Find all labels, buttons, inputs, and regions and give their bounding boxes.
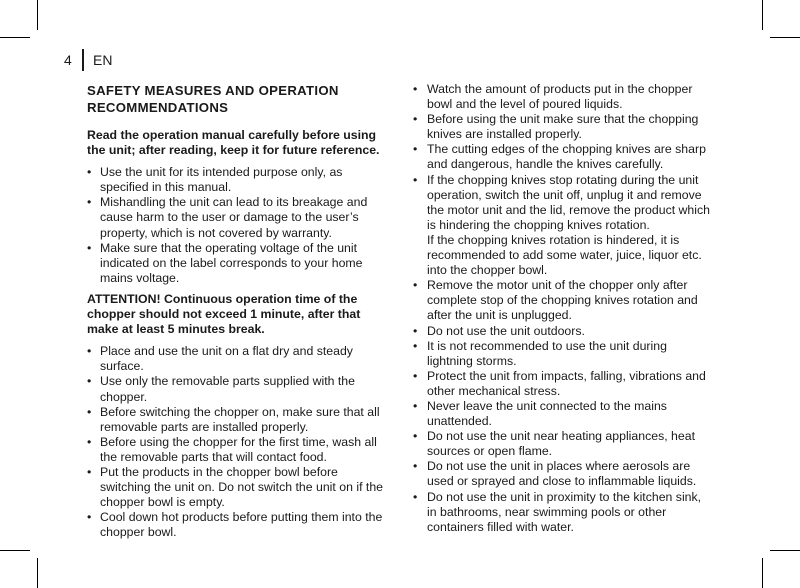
crop-mark-top-right-h [770,37,800,38]
list-item: • Do not use the unit outdoors. [413,324,713,339]
list-item: • Before using the chopper for the first time, wash all the removable parts that will contact food. [87,435,383,465]
header-divider [82,49,84,71]
list-item: • Remove the motor unit of the chopper only after complete stop of the chopping knives rotation and after the unit is unplugged. [413,278,713,323]
page-number: 4 [64,52,72,68]
section-title: SAFETY MEASURES AND OPERATION RECOMMENDATIONS [87,83,339,115]
list-item: • Place and use the unit on a flat dry and steady surface. [87,344,383,374]
list-item: • Use only the removable parts supplied with the chopper. [87,374,383,404]
language-code: EN [93,52,113,68]
list-item: • Before switching the chopper on, make sure that all removable parts are installed properly. [87,405,383,435]
safety-list-3 [413,82,713,535]
crop-mark-bottom-right-v [762,558,763,588]
crop-mark-bottom-right-h [770,550,800,551]
page-header [64,49,112,71]
list-item: • Do not use the unit near heating appliances, heat sources or open flame. [413,429,713,459]
intro-note: Read the operation manual carefully before using the unit; after reading, keep it for future reference. [87,128,380,158]
left-column [87,82,383,546]
list-item-text: If the chopping knives stop rotating during the unit operation, switch the unit off, unplug it and remove the motor unit and the lid, remove the product which is hindering the chopping knives rotation. [427,172,710,232]
list-item: • Do not use the unit in places where aerosols are used or sprayed and close to inflammable liquids. [413,459,713,489]
crop-mark-top-left-h [0,37,30,38]
crop-mark-bottom-left-h [0,550,30,551]
list-item: • Mishandling the unit can lead to its breakage and cause harm to the user or damage to the user’s property, which is not covered by warranty. [87,195,383,240]
list-item: • Make sure that the operating voltage of the unit indicated on the label corresponds to your home mains voltage. [87,241,383,286]
crop-mark-top-left-v [37,0,38,30]
list-item [413,173,713,279]
list-item: • Before using the unit make sure that the chopping knives are installed properly. [413,112,713,142]
list-item-extra: If the chopping knives rotation is hindered, it is recommended to add some water, juice, liquor etc. into the chopper bowl. [427,232,702,278]
safety-list-1 [87,165,383,286]
list-item: • Protect the unit from impacts, falling, vibrations and other mechanical stress. [413,369,713,399]
list-item: • Cool down hot products before putting them into the chopper bowl. [87,510,383,540]
list-item: • Never leave the unit connected to the mains unattended. [413,399,713,429]
list-item: • Use the unit for its intended purpose only, as specified in this manual. [87,165,383,195]
list-item: • Put the products in the chopper bowl before switching the unit on. Do not switch the unit on if the chopper bowl is empty. [87,465,383,510]
safety-list-2 [87,344,383,540]
attention-note: ATTENTION! Continuous operation time of the chopper should not exceed 1 minute, after that make at least 5 minutes break. [87,291,361,337]
list-item: • Do not use the unit in proximity to the kitchen sink, in bathrooms, near swimming pools or other containers filled with water. [413,490,713,535]
right-column [413,82,713,541]
list-item: • The cutting edges of the chopping knives are sharp and dangerous, handle the knives carefully. [413,142,713,172]
crop-mark-bottom-left-v [37,558,38,588]
list-item: • Watch the amount of products put in the chopper bowl and the level of poured liquids. [413,82,713,112]
list-item: • It is not recommended to use the unit during lightning storms. [413,339,713,369]
crop-mark-top-right-v [762,0,763,30]
